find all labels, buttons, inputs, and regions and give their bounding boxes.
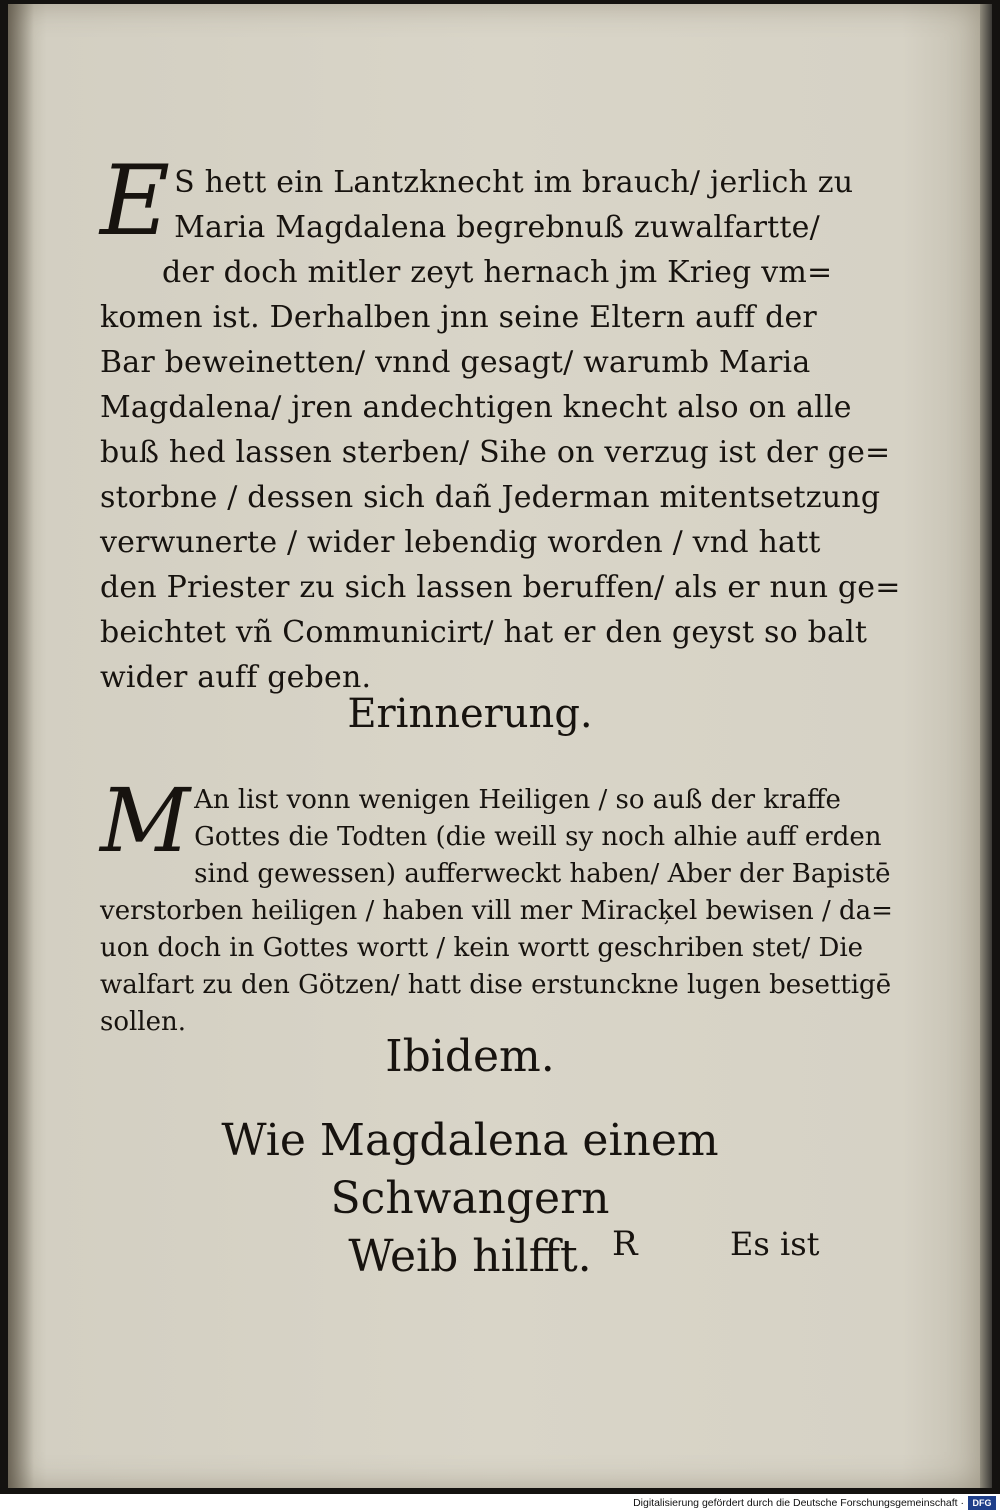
paragraph-1 — [100, 145, 901, 700]
section-heading-title — [100, 1112, 840, 1286]
title-line-2: Weib hilfft. — [348, 1231, 592, 1282]
paragraph-line: walfart zu den Götzen/ hatt dise erstunckne lugen besettigē — [100, 970, 892, 1000]
gutter-shadow — [8, 4, 34, 1488]
paragraph-line: storbne / dessen sich dañ Jederman mitentsetzung — [100, 480, 881, 515]
footer-bar — [0, 1494, 1000, 1512]
footer-credit: Digitalisierung gefördert durch die Deutsche Forschungsgemeinschaft · — [633, 1497, 964, 1509]
dropcap-e: E — [100, 145, 171, 257]
paragraph-line: Maria Magdalena begrebnuß zuwalfartte/ — [174, 210, 820, 245]
paragraph-line: Magdalena/ jren andechtigen knecht also on alle — [100, 390, 852, 425]
paragraph-line: Gottes die Todten (die weill sy noch alhie auff erden — [194, 822, 882, 852]
paragraph-line: buß hed lassen sterben/ Sihe on verzug ist der ge= — [100, 435, 891, 470]
paragraph-line: komen ist. Derhalben jnn seine Eltern auff der — [100, 300, 817, 335]
paragraph-line: S hett ein Lantzknecht im brauch/ jerlich zu — [174, 165, 854, 200]
dfg-logo: DFG — [968, 1496, 996, 1510]
page-edge — [980, 4, 992, 1488]
paragraph-line: wider auff geben. — [100, 660, 372, 695]
paragraph-line: den Priester zu sich lassen beruffen/ als er nun ge= — [100, 570, 901, 605]
paragraph-2 — [100, 769, 893, 1041]
signature-mark: R — [612, 1224, 638, 1264]
section-heading-erinnerung: Erinnerung. — [347, 691, 593, 737]
paragraph-line: sind gewessen) aufferweckt haben/ Aber der Bapistē — [194, 859, 891, 889]
dropcap-m: M — [100, 769, 191, 872]
paragraph-line: An list vonn wenigen Heiligen / so auß der kraffe — [194, 785, 841, 815]
paragraph-line: uon doch in Gottes wortt / kein wortt geschriben stet/ Die — [100, 933, 864, 963]
paragraph-line: verstorben heiligen / haben vill mer Miracķel bewisen / da= — [100, 896, 893, 926]
title-line-1: Wie Magdalena einem Schwangern — [221, 1115, 719, 1224]
section-heading-ibidem: Ibidem. — [385, 1031, 555, 1082]
paragraph-line: sollen. — [100, 1007, 187, 1037]
paragraph-line: der doch mitler zeyt hernach jm Krieg vm= — [162, 255, 833, 290]
catchword: Es ist — [730, 1225, 820, 1263]
paragraph-line: beichtet vñ Communicirt/ hat er den geyst so balt — [100, 615, 868, 650]
paragraph-line: verwunerte / wider lebendig worden / vnd hatt — [100, 525, 821, 560]
paragraph-line: Bar beweinetten/ vnnd gesagt/ warumb Maria — [100, 345, 811, 380]
